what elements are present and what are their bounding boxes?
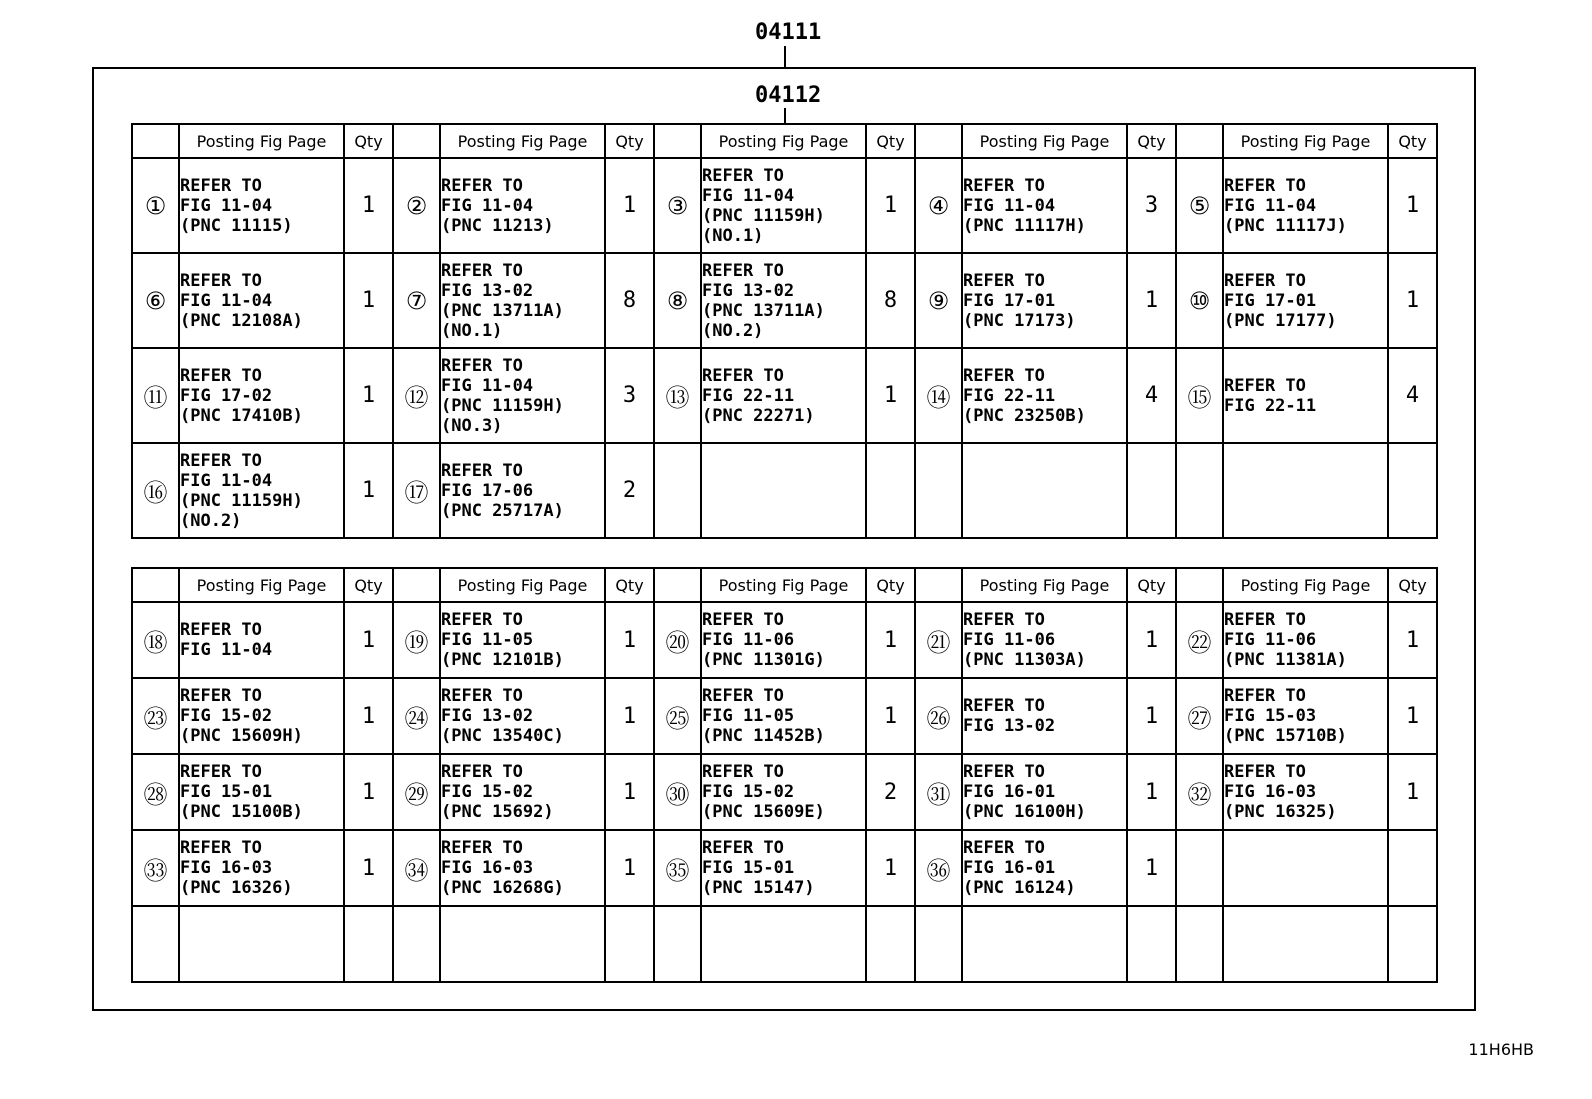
reference-line: FIG 13-02 [441,280,534,301]
reference-line: REFER TO [702,686,784,706]
quantity-cell: 4 [1127,348,1176,443]
reference-line: FIG 11-06 [963,630,1056,650]
reference-line: (NO.1) [702,225,764,246]
reference-line: (NO.2) [702,320,764,341]
item-number: ㉜ [1176,754,1223,830]
table-row [132,678,1437,754]
reference-cell [1223,830,1388,906]
header-number-cell [915,124,962,158]
reference-line: (PNC 11159H) [702,205,825,226]
reference-line: FIG 17-01 [1224,290,1317,311]
header-qty: Qty [1127,124,1176,158]
quantity-cell [866,906,915,982]
reference-cell [962,906,1127,982]
reference-line: FIG 15-02 [441,782,534,802]
reference-line: REFER TO [1224,610,1306,630]
reference-line: FIG 11-04 [702,185,795,206]
reference-table-2 [131,567,1438,983]
reference-cell [179,602,344,678]
quantity-cell: 1 [1127,253,1176,348]
reference-cell [962,754,1127,830]
reference-line: FIG 11-04 [180,640,273,660]
header-qty: Qty [344,124,393,158]
reference-line: FIG 17-01 [963,290,1056,311]
reference-line: (PNC 11115) [180,215,293,236]
reference-line: FIG 16-01 [963,782,1056,802]
reference-line: (PNC 15609H) [180,726,303,746]
item-number: ⑦ [393,253,440,348]
reference-line: (PNC 25717A) [441,500,564,521]
reference-line: REFER TO [441,686,523,706]
reference-line: FIG 11-06 [702,630,795,650]
reference-line: REFER TO [702,762,784,782]
reference-line: (PNC 12101B) [441,650,564,670]
reference-line: REFER TO [441,762,523,782]
quantity-cell: 1 [605,754,654,830]
header-fig-page: Posting Fig Page [179,568,344,602]
inner-leader-line [784,108,786,123]
header-number-cell [1176,568,1223,602]
item-number: ⑯ [132,443,179,538]
reference-cell [1223,253,1388,348]
header-fig-page: Posting Fig Page [962,568,1127,602]
reference-line: (PNC 12108A) [180,310,303,331]
reference-line: REFER TO [702,365,784,386]
reference-cell [962,348,1127,443]
header-qty: Qty [866,568,915,602]
reference-cell [440,830,605,906]
reference-line: REFER TO [963,838,1045,858]
quantity-cell [1388,443,1437,538]
reference-line: FIG 11-04 [180,195,273,216]
reference-cell [179,253,344,348]
reference-cell [440,906,605,982]
reference-cell [179,906,344,982]
quantity-cell [1388,830,1437,906]
reference-line: (PNC 15147) [702,878,815,898]
header-number-cell [132,568,179,602]
quantity-cell: 1 [344,602,393,678]
reference-cell [440,158,605,253]
quantity-cell: 1 [1388,678,1437,754]
reference-cell [1223,602,1388,678]
reference-line: (PNC 17410B) [180,405,303,426]
header-qty: Qty [344,568,393,602]
reference-line: REFER TO [702,260,784,281]
quantity-cell: 1 [866,348,915,443]
reference-line: (PNC 13711A) [441,300,564,321]
reference-line: REFER TO [963,762,1045,782]
reference-cell [962,602,1127,678]
reference-line: REFER TO [1224,375,1306,396]
header-fig-page: Posting Fig Page [440,124,605,158]
reference-line: FIG 16-03 [1224,782,1317,802]
header-fig-page: Posting Fig Page [962,124,1127,158]
reference-line: REFER TO [180,620,262,640]
reference-line: REFER TO [441,260,523,281]
reference-cell [701,443,866,538]
quantity-cell: 3 [605,348,654,443]
reference-line: (PNC 17177) [1224,310,1337,331]
item-number: ③ [654,158,701,253]
header-qty: Qty [1388,124,1437,158]
reference-line: (PNC 17173) [963,310,1076,331]
reference-cell [701,158,866,253]
quantity-cell: 1 [344,253,393,348]
reference-line: REFER TO [1224,175,1306,196]
item-number: ㉞ [393,830,440,906]
illustration-code: 11H6HB [1468,1040,1534,1059]
reference-line: FIG 11-04 [963,195,1056,216]
quantity-cell [866,443,915,538]
reference-cell [179,754,344,830]
reference-line: (PNC 11159H) [180,490,303,511]
reference-line: REFER TO [1224,270,1306,291]
header-number-cell [393,124,440,158]
item-number: ⑲ [393,602,440,678]
item-number: ㉑ [915,602,962,678]
reference-line: REFER TO [180,450,262,471]
reference-cell [179,678,344,754]
reference-cell [179,443,344,538]
header-fig-page: Posting Fig Page [1223,568,1388,602]
reference-line: (PNC 16325) [1224,802,1337,822]
reference-line: FIG 11-04 [1224,195,1317,216]
item-number: ㉒ [1176,602,1223,678]
reference-line: FIG 11-04 [441,375,534,396]
reference-line: (PNC 13711A) [702,300,825,321]
item-number [132,906,179,982]
reference-line: REFER TO [963,696,1045,716]
header-fig-page: Posting Fig Page [440,568,605,602]
quantity-cell: 1 [1127,754,1176,830]
header-number-cell [132,124,179,158]
reference-line: (PNC 15609E) [702,802,825,822]
reference-cell [701,678,866,754]
reference-cell [701,348,866,443]
reference-cell [1223,158,1388,253]
reference-line: REFER TO [702,838,784,858]
reference-line: (PNC 16100H) [963,802,1086,822]
table-row [132,443,1437,538]
reference-line: REFER TO [180,175,262,196]
header-fig-page: Posting Fig Page [1223,124,1388,158]
item-number: ㉙ [393,754,440,830]
reference-line: REFER TO [702,610,784,630]
reference-line: (NO.2) [180,510,242,531]
reference-line: FIG 11-06 [1224,630,1317,650]
header-qty: Qty [1388,568,1437,602]
reference-line: FIG 15-02 [702,782,795,802]
reference-cell [962,830,1127,906]
item-number: ⑰ [393,443,440,538]
quantity-cell: 8 [866,253,915,348]
item-number [393,906,440,982]
item-number: ⑳ [654,602,701,678]
item-number: ⑪ [132,348,179,443]
reference-line: FIG 11-05 [702,706,795,726]
reference-line: FIG 16-01 [963,858,1056,878]
item-number: ⑬ [654,348,701,443]
reference-cell [440,253,605,348]
quantity-cell [1388,906,1437,982]
item-number [654,443,701,538]
quantity-cell: 3 [1127,158,1176,253]
quantity-cell: 1 [1388,602,1437,678]
reference-line: REFER TO [180,762,262,782]
reference-line: REFER TO [702,165,784,186]
reference-line: (PNC 11381A) [1224,650,1347,670]
header-number-cell [1176,124,1223,158]
quantity-cell: 1 [344,348,393,443]
header-fig-page: Posting Fig Page [701,124,866,158]
quantity-cell: 1 [344,678,393,754]
item-number: ㉓ [132,678,179,754]
reference-line: FIG 22-11 [963,385,1056,406]
reference-line: FIG 11-04 [441,195,534,216]
reference-line: (PNC 15100B) [180,802,303,822]
table-row [132,348,1437,443]
header-row [132,568,1437,602]
reference-cell [701,253,866,348]
reference-cell [1223,443,1388,538]
reference-line: FIG 15-01 [702,858,795,878]
reference-line: (PNC 23250B) [963,405,1086,426]
quantity-cell [1127,443,1176,538]
reference-cell [962,443,1127,538]
reference-line: (PNC 11159H) [441,395,564,416]
reference-cell [701,602,866,678]
table-row [132,906,1437,982]
item-number: ㉖ [915,678,962,754]
quantity-cell: 1 [866,602,915,678]
reference-line: (NO.1) [441,320,503,341]
header-number-cell [393,568,440,602]
reference-line: REFER TO [180,686,262,706]
reference-cell [440,443,605,538]
quantity-cell: 1 [1388,253,1437,348]
reference-line: REFER TO [180,270,262,291]
quantity-cell: 1 [344,754,393,830]
item-number [654,906,701,982]
reference-line: (PNC 13540C) [441,726,564,746]
reference-line: FIG 11-04 [180,470,273,491]
reference-line: (PNC 16326) [180,878,293,898]
reference-line: FIG 16-03 [180,858,273,878]
quantity-cell: 2 [605,443,654,538]
reference-line: REFER TO [963,270,1045,291]
header-number-cell [654,124,701,158]
reference-line: REFER TO [441,838,523,858]
item-number [1176,443,1223,538]
header-row [132,124,1437,158]
quantity-cell: 2 [866,754,915,830]
item-number [1176,830,1223,906]
reference-cell [440,348,605,443]
quantity-cell [344,906,393,982]
reference-cell [440,678,605,754]
reference-cell [440,602,605,678]
reference-line: (PNC 16268G) [441,878,564,898]
reference-line: FIG 15-02 [180,706,273,726]
item-number: ⑤ [1176,158,1223,253]
quantity-cell: 1 [1127,830,1176,906]
reference-line: REFER TO [1224,686,1306,706]
item-number: ⑥ [132,253,179,348]
reference-line: REFER TO [441,175,523,196]
reference-cell [962,158,1127,253]
outer-leader-line [784,46,786,67]
outer-assembly-code: 04111 [755,20,822,45]
reference-line: (PNC 22271) [702,405,815,426]
item-number [1176,906,1223,982]
table-row [132,754,1437,830]
reference-line: REFER TO [1224,762,1306,782]
quantity-cell: 1 [866,158,915,253]
reference-line: FIG 11-04 [180,290,273,311]
quantity-cell [1127,906,1176,982]
reference-line: REFER TO [441,460,523,481]
item-number: ㉟ [654,830,701,906]
reference-line: FIG 17-06 [441,480,534,501]
reference-line: REFER TO [963,365,1045,386]
reference-line: FIG 17-02 [180,385,273,406]
item-number: ④ [915,158,962,253]
quantity-cell: 1 [344,830,393,906]
quantity-cell: 1 [866,678,915,754]
quantity-cell: 1 [605,830,654,906]
reference-line: (NO.3) [441,415,503,436]
header-qty: Qty [1127,568,1176,602]
item-number: ㉝ [132,830,179,906]
reference-line: FIG 22-11 [1224,395,1317,416]
table-row [132,830,1437,906]
header-qty: Qty [605,124,654,158]
item-number: ① [132,158,179,253]
item-number [915,906,962,982]
item-number: ② [393,158,440,253]
reference-cell [1223,906,1388,982]
reference-cell [179,348,344,443]
item-number: ㉛ [915,754,962,830]
header-qty: Qty [866,124,915,158]
quantity-cell: 1 [344,443,393,538]
reference-line: FIG 22-11 [702,385,795,406]
quantity-cell [605,906,654,982]
reference-table-1 [131,123,1438,539]
reference-line: REFER TO [441,610,523,630]
reference-cell [440,754,605,830]
reference-line: REFER TO [180,365,262,386]
header-number-cell [915,568,962,602]
table-row [132,253,1437,348]
item-number: ㉔ [393,678,440,754]
item-number: ⑭ [915,348,962,443]
reference-line: FIG 13-02 [441,706,534,726]
reference-line: (PNC 15692) [441,802,554,822]
reference-line: (PNC 11452B) [702,726,825,746]
reference-line: FIG 11-05 [441,630,534,650]
item-number: ㉕ [654,678,701,754]
item-number: ⑩ [1176,253,1223,348]
reference-cell [962,678,1127,754]
reference-line: FIG 13-02 [963,716,1056,736]
table-row [132,158,1437,253]
reference-line: (PNC 16124) [963,878,1076,898]
quantity-cell: 1 [1388,754,1437,830]
header-qty: Qty [605,568,654,602]
reference-line: FIG 16-03 [441,858,534,878]
reference-cell [179,830,344,906]
reference-line: (PNC 15710B) [1224,726,1347,746]
table-row [132,602,1437,678]
item-number: ⑫ [393,348,440,443]
item-number: ⑮ [1176,348,1223,443]
quantity-cell: 8 [605,253,654,348]
header-fig-page: Posting Fig Page [179,124,344,158]
reference-line: (PNC 11303A) [963,650,1086,670]
reference-line: (PNC 11213) [441,215,554,236]
reference-line: REFER TO [441,355,523,376]
reference-cell [1223,754,1388,830]
quantity-cell: 4 [1388,348,1437,443]
item-number: ㉗ [1176,678,1223,754]
quantity-cell: 1 [605,158,654,253]
reference-cell [179,158,344,253]
header-fig-page: Posting Fig Page [701,568,866,602]
reference-cell [1223,348,1388,443]
reference-line: REFER TO [963,175,1045,196]
reference-cell [701,830,866,906]
inner-assembly-code: 04112 [755,83,822,108]
quantity-cell: 1 [1127,678,1176,754]
quantity-cell: 1 [605,602,654,678]
reference-line: REFER TO [180,838,262,858]
header-number-cell [654,568,701,602]
reference-line: FIG 15-03 [1224,706,1317,726]
reference-cell [1223,678,1388,754]
reference-line: REFER TO [963,610,1045,630]
quantity-cell: 1 [866,830,915,906]
reference-line: (PNC 11117H) [963,215,1086,236]
item-number: ㉚ [654,754,701,830]
quantity-cell: 1 [344,158,393,253]
item-number: ⑧ [654,253,701,348]
item-number: ⑨ [915,253,962,348]
quantity-cell: 1 [1388,158,1437,253]
item-number: ㊱ [915,830,962,906]
item-number: ⑱ [132,602,179,678]
reference-cell [701,906,866,982]
quantity-cell: 1 [605,678,654,754]
reference-cell [701,754,866,830]
reference-line: (PNC 11301G) [702,650,825,670]
reference-cell [962,253,1127,348]
reference-line: FIG 15-01 [180,782,273,802]
item-number [915,443,962,538]
item-number: ㉘ [132,754,179,830]
quantity-cell: 1 [1127,602,1176,678]
reference-line: (PNC 11117J) [1224,215,1347,236]
reference-line: FIG 13-02 [702,280,795,301]
